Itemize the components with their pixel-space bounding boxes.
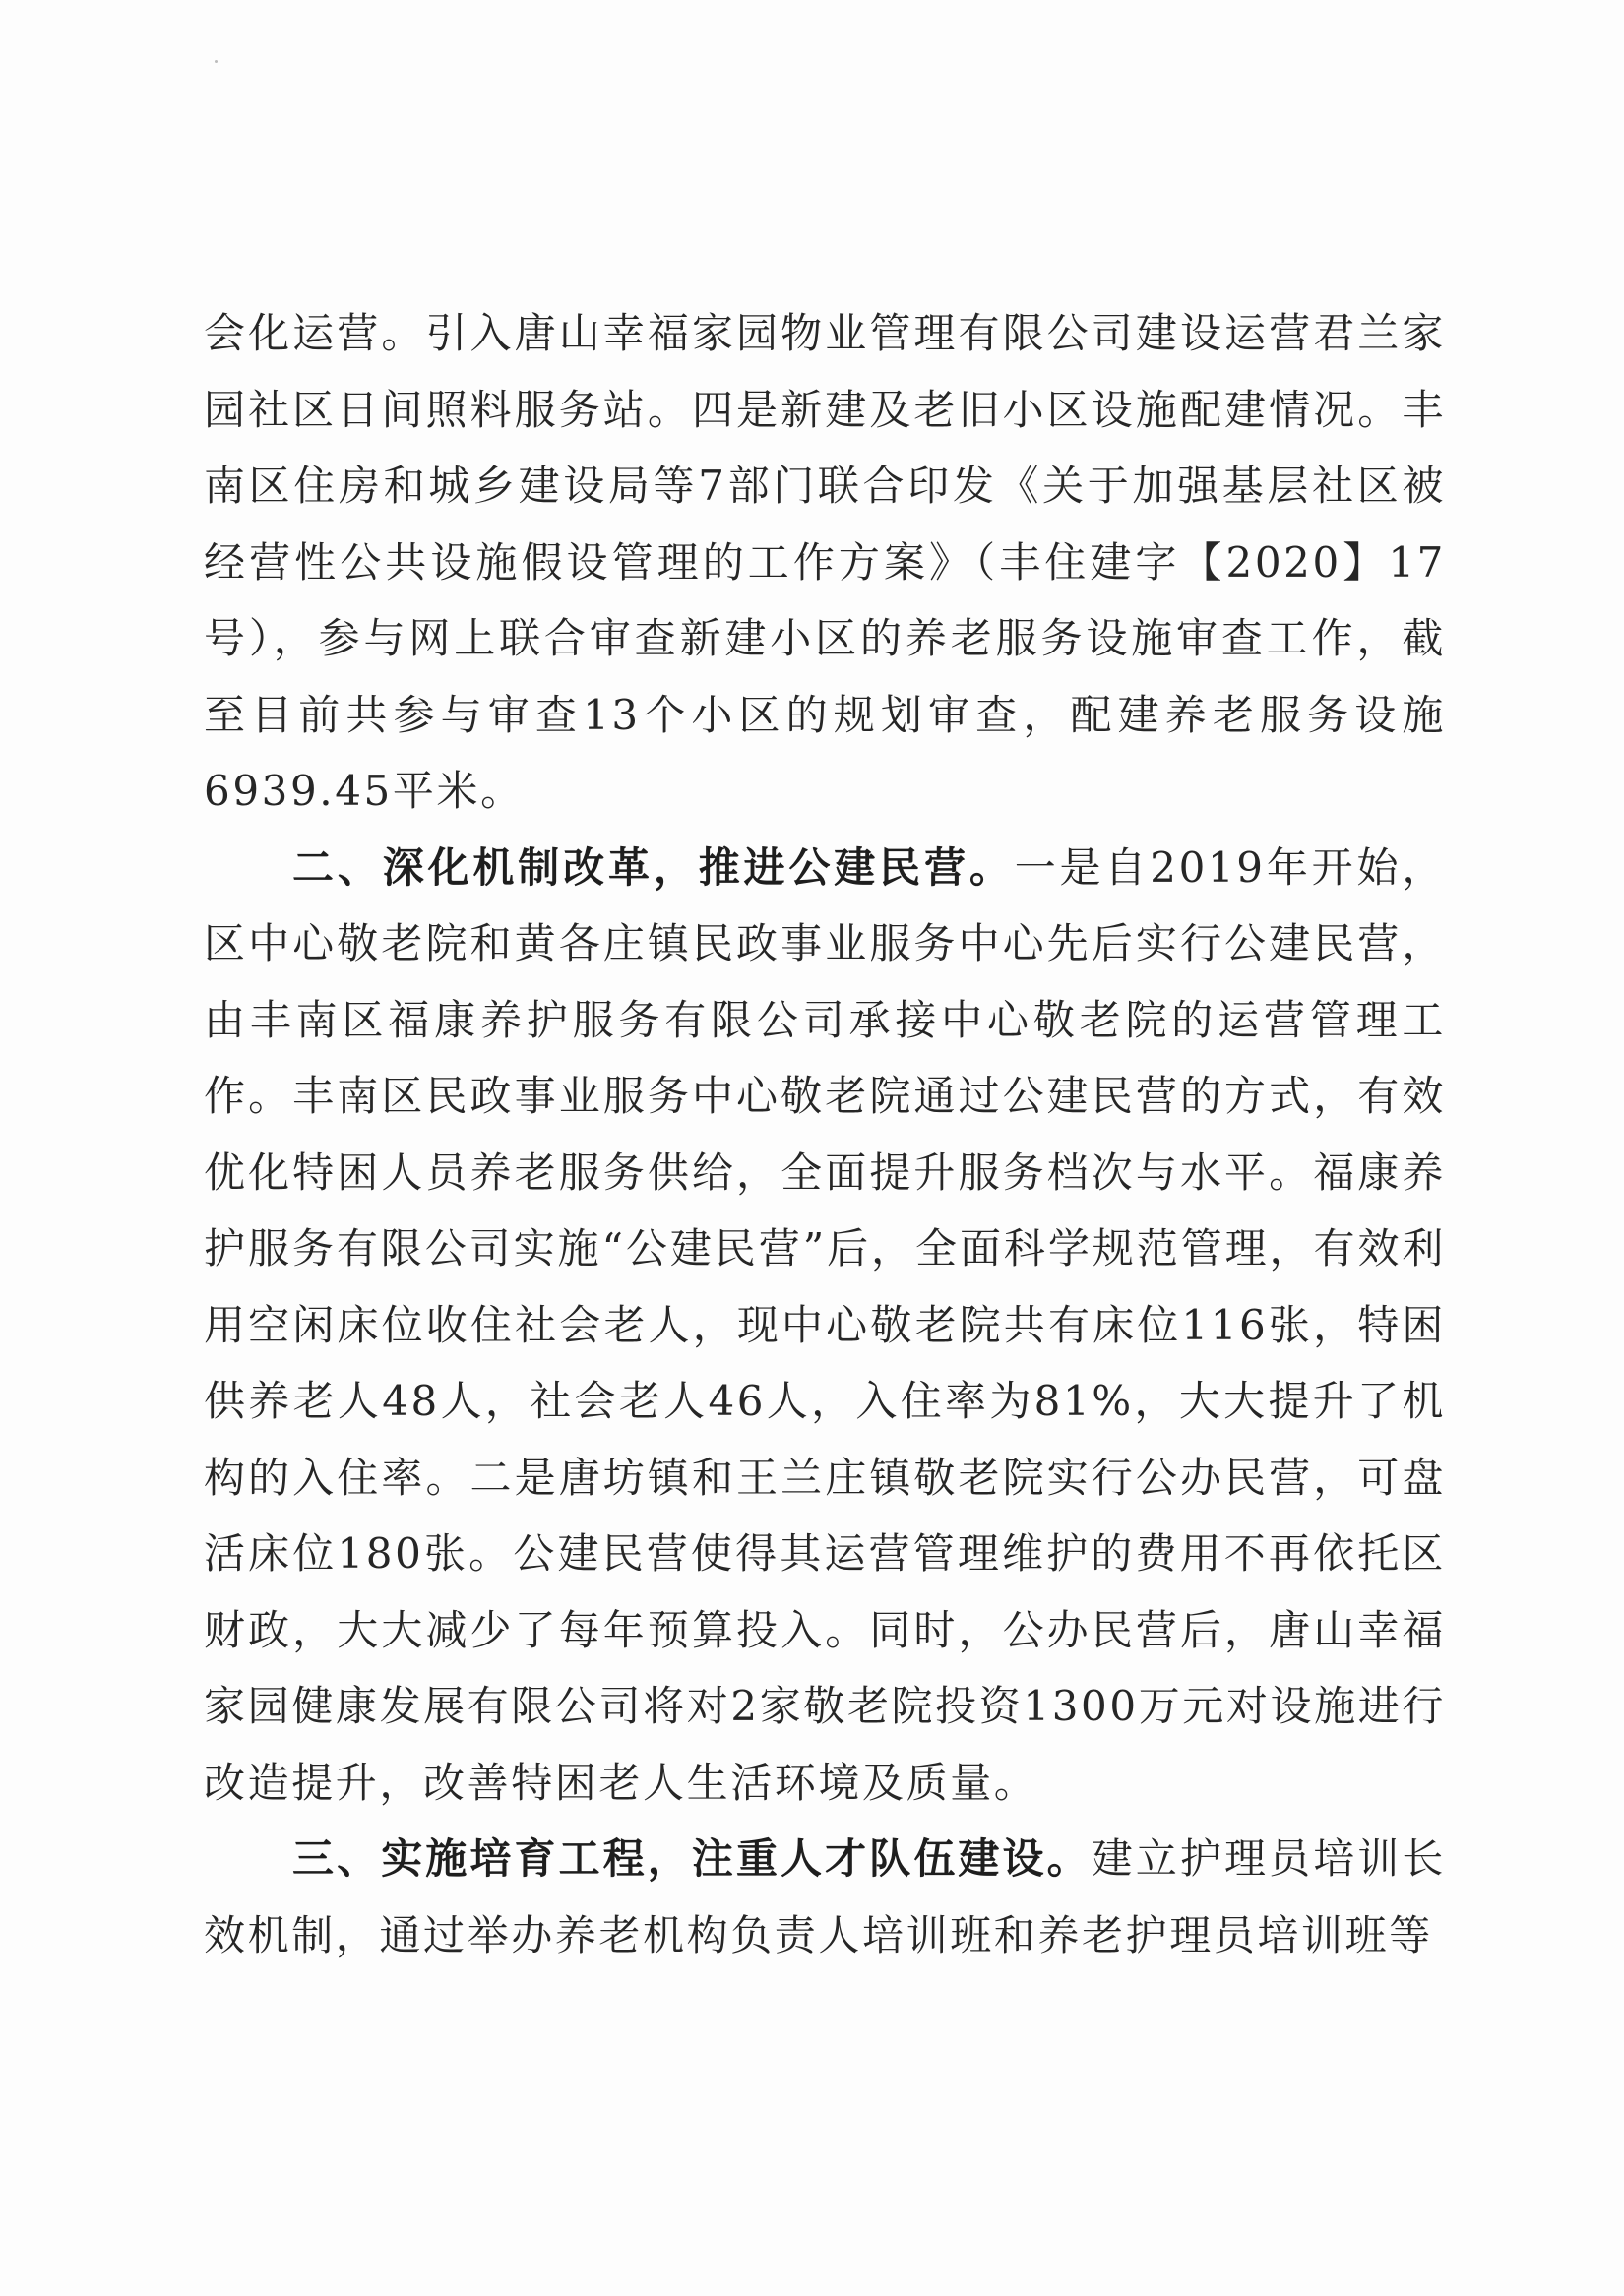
paragraph-3: [204, 1821, 1446, 1973]
paragraph-3-text: 建立护理员培训长效机制，通过举办养老机构负责人培训班和养老护理员培训班等: [204, 1834, 1446, 1959]
section-2-heading: 二、深化机制改革，推进公建民营。: [292, 842, 1015, 892]
body-text: [204, 295, 1446, 1973]
scan-speck: [215, 60, 218, 63]
paragraph-1-text: 会化运营。引入唐山幸福家园物业管理有限公司建设运营君兰家园社区日间照料服务站。四是新建及老旧小区设施配建情况。丰南区住房和城乡建设局等7部门联合印发《关于加强基层社区被经营性公共设施假设管理的工作方案》（丰住建字【2020】17号），参与网上联合审查新建小区的养老服务设施审查工作，截至目前共参与审查13个小区的规划审查，配建养老服务设施6939.45平米。: [204, 309, 1446, 815]
section-3-heading: 三、实施培育工程，注重人才队伍建设。: [292, 1834, 1092, 1883]
paragraph-2: [204, 830, 1446, 1822]
paragraph-1: [204, 295, 1446, 830]
paragraph-2-text: 一是自2019年开始，区中心敬老院和黄各庄镇民政事业服务中心先后实行公建民营，由丰南区福康养护服务有限公司承接中心敬老院的运营管理工作。丰南区民政事业服务中心敬老院通过公建民营的方式，有效优化特困人员养老服务供给，全面提升服务档次与水平。福康养护服务有限公司实施“公建民营”后，全面科学规范管理，有效利用空闲床位收住社会老人，现中心敬老院共有床位116张，特困供养老人48人，社会老人46人，入住率为81%，大大提升了机构的入住率。二是唐坊镇和王兰庄镇敬老院实行公办民营，可盘活床位180张。公建民营使得其运营管理维护的费用不再依托区财政，大大减少了每年预算投入。同时，公办民营后，唐山幸福家园健康发展有限公司将对2家敬老院投资1300万元对设施进行改造提升，改善特困老人生活环境及质量。: [204, 842, 1446, 1807]
